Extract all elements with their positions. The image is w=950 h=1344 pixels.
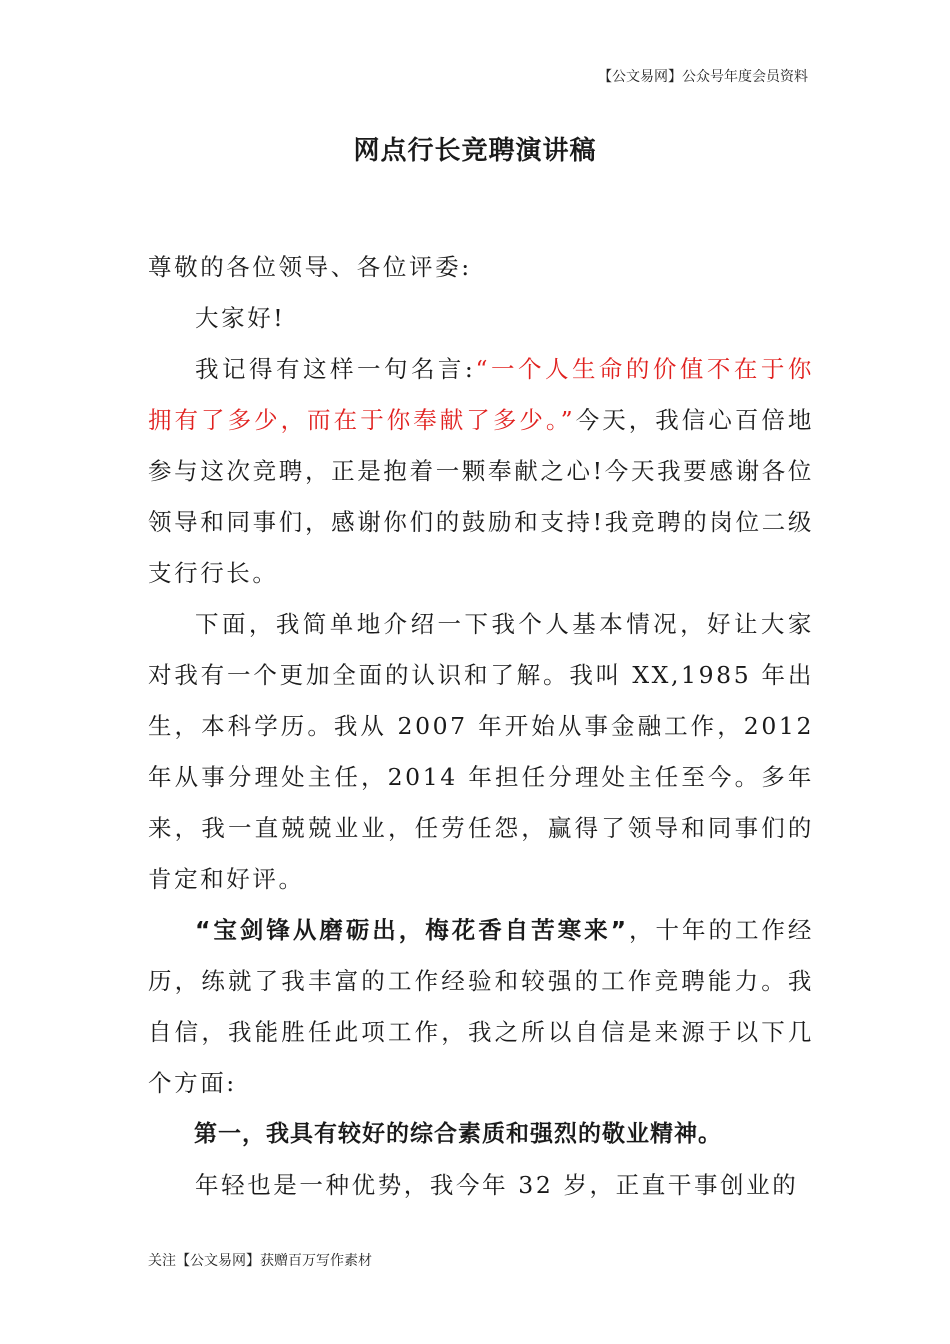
famous-quote: “一个人生命的价值不在于你拥有了多少，而在于你奉献了多少。” xyxy=(148,355,814,434)
paragraph-1 xyxy=(148,344,814,599)
footer-note: 关注【公文易网】获赠百万写作素材 xyxy=(148,1253,372,1269)
paragraph-2: 下面，我简单地介绍一下我个人基本情况，好让大家对我有一个更加全面的认识和了解。我叫 XX,1985 年出生，本科学历。我从 2007 年开始从事金融工作，2012 年从事分理处主任，2014 年担任分理处主任至今。多年来，我一直兢兢业业，任劳任怨，赢得了领导和同事们的肯定和好评。 xyxy=(148,610,814,893)
section-heading-1: 第一，我具有较好的综合素质和强烈的敬业精神。 xyxy=(194,1121,722,1147)
document-body xyxy=(148,242,814,1211)
document-title: 网点行长竞聘演讲稿 xyxy=(353,136,597,166)
paragraph-1-lead: 我记得有这样一句名言: xyxy=(195,355,476,383)
paragraph-3 xyxy=(148,905,814,1109)
salutation: 尊敬的各位领导、各位评委: xyxy=(148,253,472,281)
paragraph-1-rest: 今天，我信心百倍地参与这次竞聘，正是抱着一颗奉献之心!今天我要感谢各位领导和同事们，感谢你们的鼓励和支持!我竞聘的岗位二级支行行长。 xyxy=(148,406,814,587)
header-note: 【公文易网】公众号年度会员资料 xyxy=(598,69,808,85)
greeting: 大家好! xyxy=(195,304,286,332)
paragraph-4: 年轻也是一种优势，我今年 32 岁，正直干事创业的 xyxy=(195,1171,799,1199)
paragraph-3-rest: ，十年的工作经历，练就了我丰富的工作经验和较强的工作竞聘能力。我自信，我能胜任此项工作，我之所以自信是来源于以下几个方面: xyxy=(148,916,815,1097)
proverb-quote: “宝剑锋从磨砺出，梅花香自苦寒来” xyxy=(195,916,629,944)
